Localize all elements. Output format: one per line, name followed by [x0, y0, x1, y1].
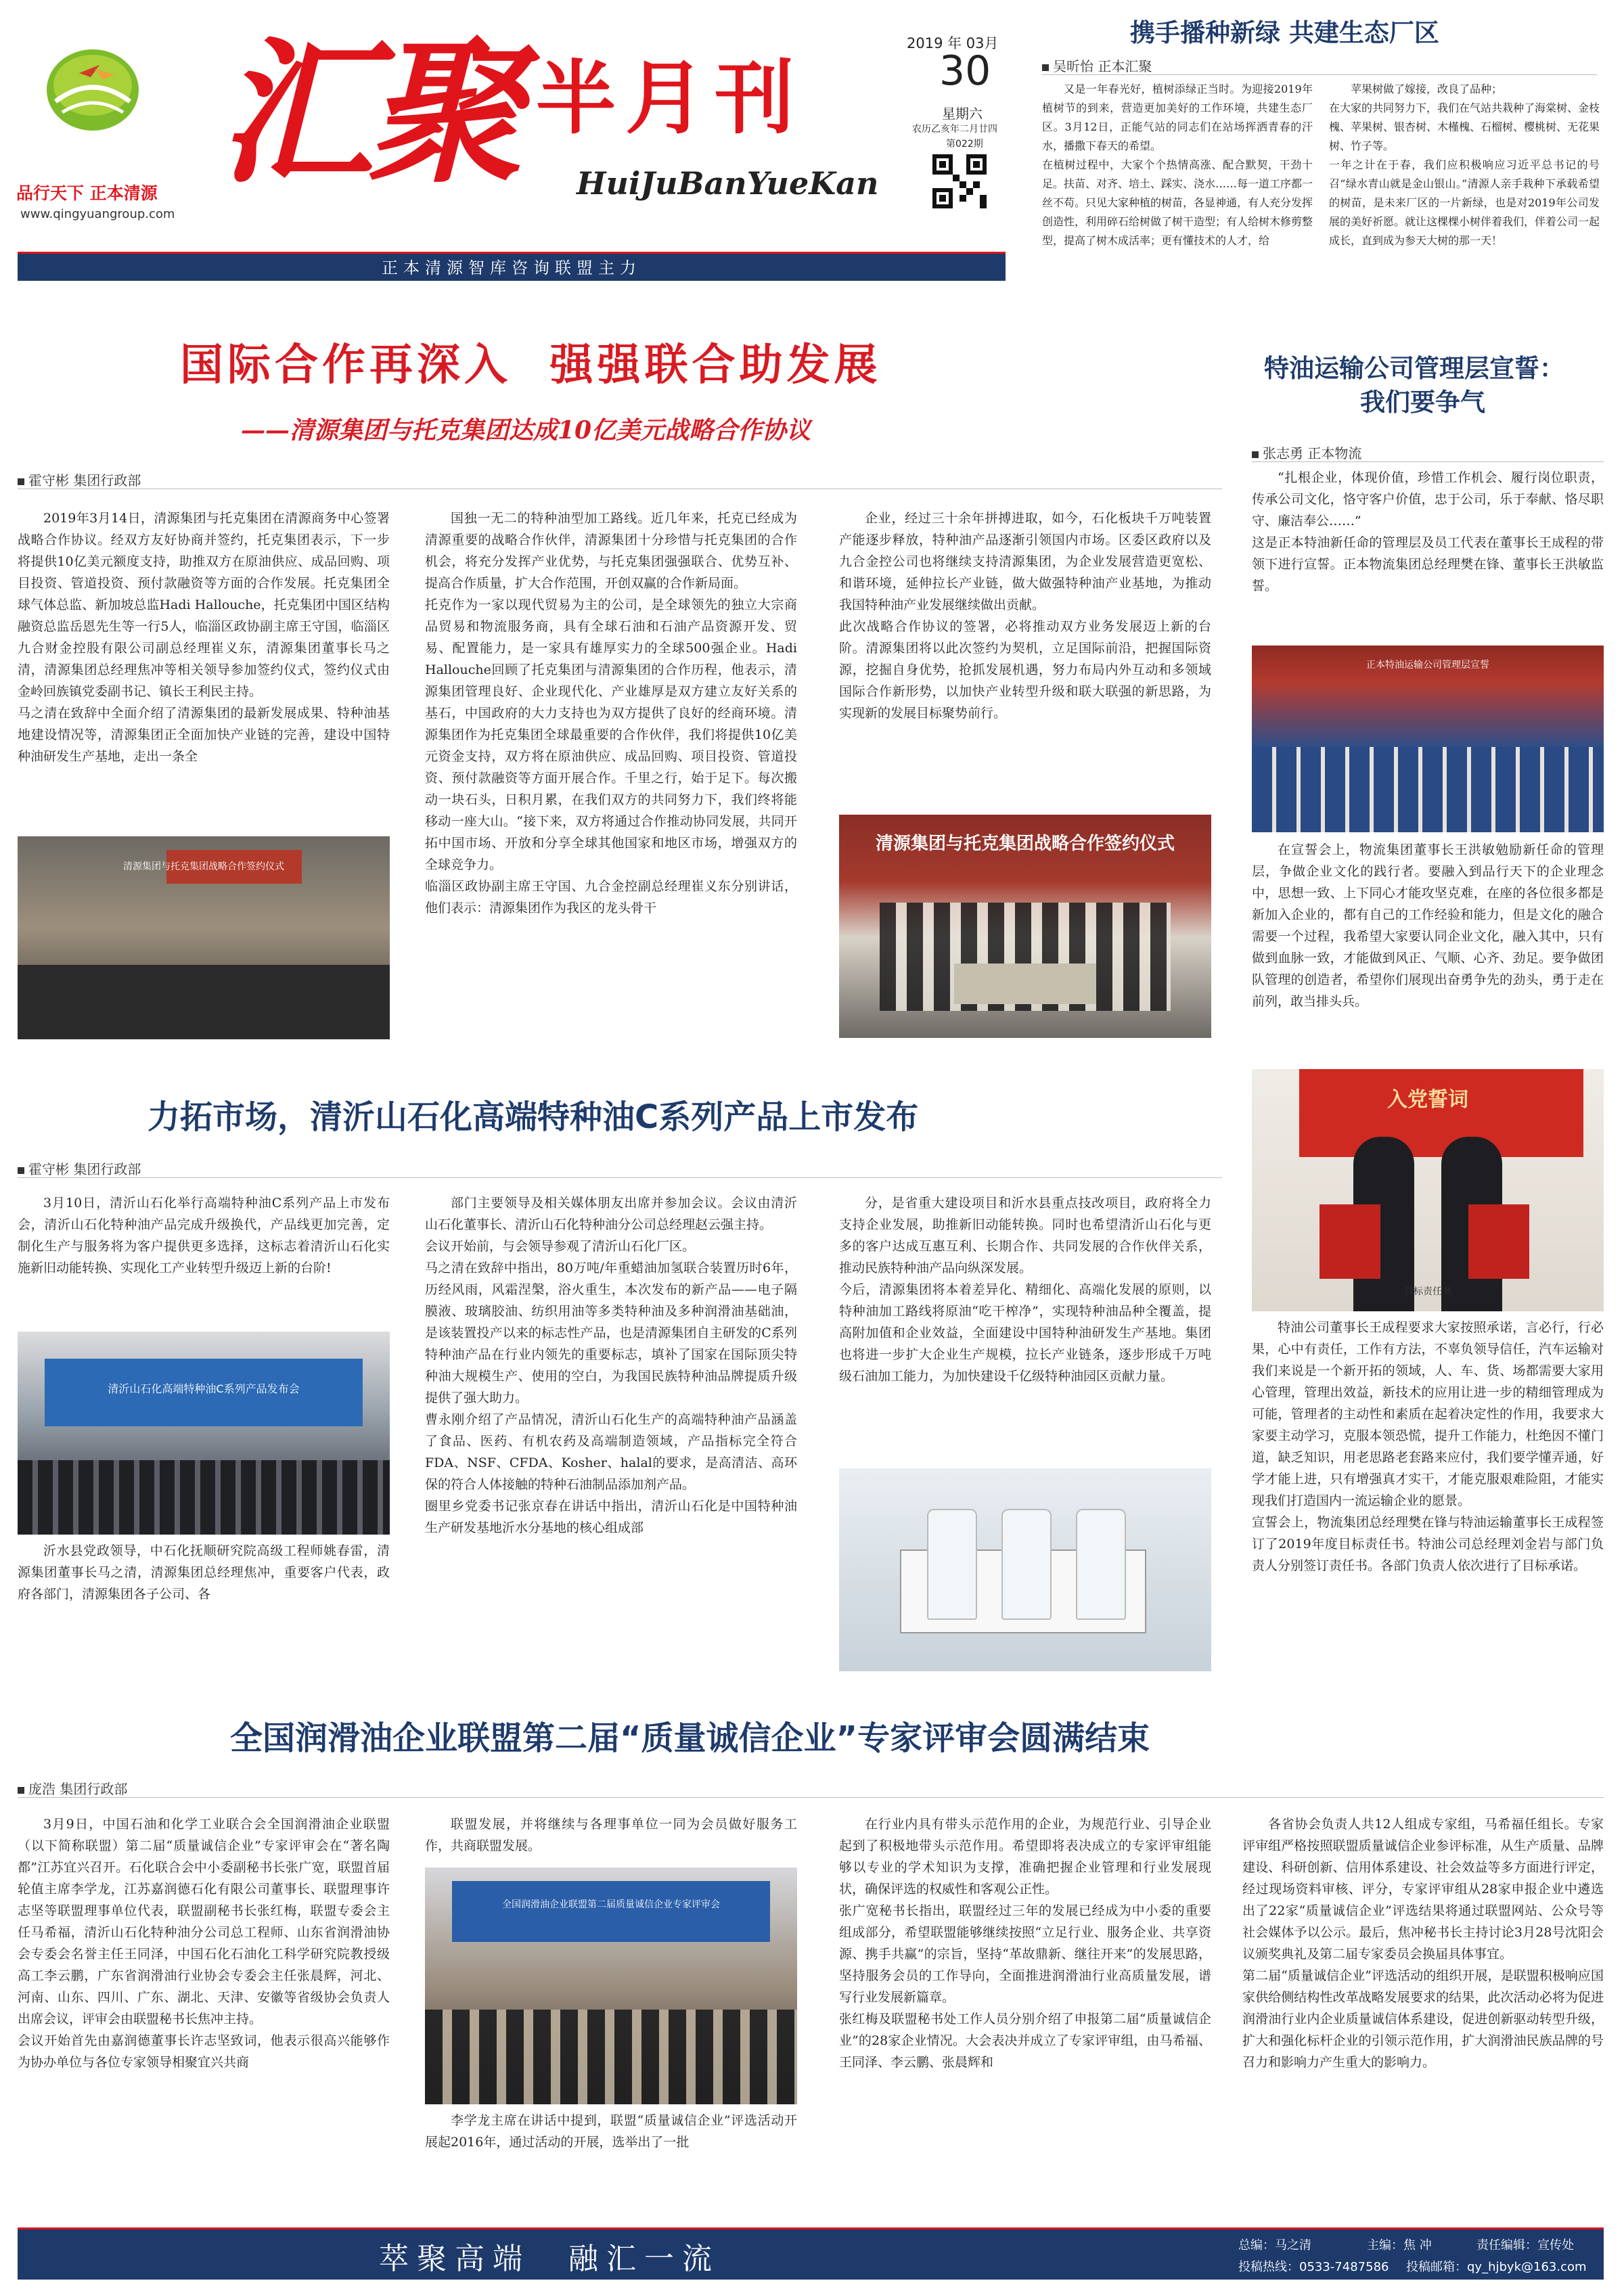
byline-text: 吴昕怡 正本汇聚: [1053, 58, 1152, 74]
right-article-title-2: 我们要争气: [1360, 388, 1485, 417]
weekday: 星期六: [942, 106, 983, 122]
footer-hotline: 投稿热线：0533-7487586: [1238, 2260, 1389, 2274]
main-article-photo-2: [839, 815, 1211, 1038]
slogan: 品行天下 正本清源: [16, 183, 158, 203]
photo-caption: 全国润滑油企业联盟第二届质量诚信企业专家评审会: [502, 1899, 720, 1910]
paragraph: 苹果树做了嫁接，改良了品种； 在大家的共同努力下，我们在气站共栽种了海棠树、金枝槐、苹果树、银杏树、木槿槐、石榴树、樱桃树、无花果树、竹子等。 一年之计在于春，我们应积极响应习近平总书记的号召“绿水青山就是金山银山。”清源人亲手栽种下承载希望的树苗，是未来厂区的一片新绿，也是对2019年公司发展的美好祈愿。就让这棵棵小树伴着我们，伴着公司一起成长，直到成为参天大树的那一天！: [1329, 83, 1600, 247]
photo-caption: 清源集团与托克集团战略合作签约仪式: [123, 861, 284, 872]
main-article-photo-1: [18, 836, 390, 1039]
bottom-article-col2b: [425, 2110, 797, 2218]
footer-email[interactable]: 投稿邮箱：qy_hjbyk@163.com: [1406, 2260, 1587, 2274]
paragraph: 部门主要领导及相关媒体朋友出席并参加会议。会议由清沂山石化董事长、清沂山石化特种油分公司总经理赵云强主持。 会议开始前，与会领导参观了清沂山石化厂区。 马之清在致辞中指出，80万吨/年重蜡油加氢联合装置历时6年，历经风雨，风霜涅槃，浴火重生，本次发布的新产品——电子隔膜液、玻璃胶油、纺织用油等多类特种油及多种润滑油基础油，是该装置投产以来的标志性产品，也是清源集团自主研发的C系列特种油产品在行业内领先的重要标志，填补了国家在国际顶尖特种油大规模生产、使用的空白，为我国民族特种油品牌提质升级提供了强大助力。 曹永刚介绍了产品情况，清沂山石化生产的高端特种油产品涵盖了食品、医药、有机农药及高端制造领域，产品指标完全符合FDA、NSF、CFDA、Kosher、halal的要求，是高清洁、高环保的符合人体接触的特种石油制品添加剂产品。 圈里乡党委书记张京春在讲话中指出，清沂山石化是中国特种油生产研发基地沂水分基地的核心组成部: [425, 1196, 797, 1535]
paragraph: 在宣誓会上，物流集团董事长王洪敏勉励新任命的管理层，争做企业文化的践行者。要融入到品行天下的企业理念中，思想一致、上下同心才能攻坚克难，在座的各位很多都是新加入企业的，都有自己的工作经验和能力，但是文化的融合需要一个过程，我希望大家要认同企业文化，融入其中，只有做到血脉一致，才能做到风正、气顺、心齐、劲足。要争做团队管理的创造者，希望你们展现出奋勇争先的劲头，勇于走在前列，敢当排头兵。: [1252, 842, 1604, 1009]
paragraph: 分，是省重大建设项目和沂水县重点技改项目，政府将全力支持企业发展，助推新旧动能转换。同时也希望清沂山石化与更多的客户达成互惠互利、长期合作、共同发展的合作伙伴关系，推动民族特种油产品向纵深发展。 今后，清源集团将本着差异化、精细化、高端化发展的原则，以特种油加工路线将原油“吃干榨净”，实现特种油品种全覆盖，提高附加值和企业效益，全面建设中国特种油研发生产基地。集团也将进一步扩大企业生产规模，拉长产业链条，逐步形成千万吨级石油加工能力，为加快建设千亿级特种油园区贡献力量。: [839, 1196, 1211, 1384]
bottom-article-col2: [425, 1813, 797, 1867]
right-article-photo-2: [1252, 1069, 1604, 1311]
product-article-photo-2: [839, 1468, 1211, 1671]
byline-text: 张志勇 正本物流: [1263, 445, 1362, 461]
main-article-col2: [425, 507, 797, 1042]
paragraph: 各省协会负责人共12人组成专家组，马希福任组长。专家评审组严格按照联盟质量诚信企业参评标准，从生产质量、品牌建设、科研创新、信用体系建设、社会效益等多方面进行评定，经过现场资料审核、评分，专家评审组从28家申报企业中遴选出了22家“质量诚信企业”评选结果将通过联盟网站、公众号等社会媒体予以公示。最后，焦冲秘书长主持讨论3月28号沈阳会议颁奖典礼及第二届专家委员会换届具体事宜。 第二届“质量诚信企业”评选活动的组织开展，是联盟积极响应国家供给侧结构性改革战略发展要求的结果，此次活动必将为促进润滑油行业内企业质量诚信体系建设，促进创新驱动转型升级，扩大和强化标杆企业的引领示范作用，扩大润滑油民族品牌的号召力和影响力产生重大的影响力。: [1242, 1817, 1604, 2070]
top-article-col2: [1329, 80, 1600, 317]
photo-banner-text: 入党誓词: [1387, 1088, 1468, 1112]
paragraph: 李学龙主席在讲话中提到，联盟“质量诚信企业”评选活动开展起2016年，通过活动的开展，选举出了一批: [425, 2113, 797, 2150]
product-article-col3: [839, 1192, 1211, 1463]
main-article-title: 国际合作再深入 强强联合助发展: [180, 340, 882, 390]
bottom-article-col1: [18, 1813, 390, 2206]
footer-slogan: 萃聚高端 融汇一流: [379, 2242, 720, 2276]
masthead-subtitle: 半月刊: [536, 51, 805, 145]
main-article-col1: [18, 507, 390, 825]
main-article-col3: [839, 507, 1211, 805]
paragraph: 国独一无二的特种油型加工路线。近几年来，托克已经成为清源重要的战略合作伙伴，清源集团十分珍惜与托克集团的合作机会，将充分发挥产业优势，与托克集团强强联合、优势互补、提高合作质量，扩大合作范围，开创双赢的合作新局面。 托克作为一家以现代贸易为主的公司，是全球领先的独立大宗商品贸易和物流服务商，具有全球石油和石油产品资源开发、贸易、配置能力，是一家具有雄厚实力的全球500强企业。Hadi Hallouche回顾了托克集团与清源集团的合作历程，他表示，清源集团管理良好、企业现代化、产业雄厚是双方建立友好关系的基石，中国政府的大力支持也为双方提供了良好的经商环境。清源集团作为托克集团全球最重要的合作伙伴，我们将提供10亿美元资金支持，双方将在原油供应、成品回购、项目投资、管道投资、预付款融资等方面开展合作。千里之行，始于足下。每次搬动一块石头，日积月累，在我们双方的共同努力下，我们终将能移动一座大山。“接下来，双方将通过合作推动协同发展，共同开拓中国市场、开放和分享全球其他国家和地区市场，增强双方的全球竞争力。 临淄区政协副主席王守国、九合金控副总经理崔义东分别讲话，他们表示：清源集团作为我区的龙头骨干: [425, 511, 797, 915]
logo: [42, 46, 143, 134]
bottom-article-col4: [1242, 1813, 1604, 2219]
product-article-col1b: [18, 1540, 390, 1675]
website[interactable]: www.qingyuangroup.com: [20, 207, 175, 221]
qr-code-icon: [932, 154, 987, 208]
right-article-title-1: 特油运输公司管理层宣誓：: [1264, 354, 1564, 383]
product-article-col2: [425, 1192, 797, 1675]
right-article-p1: [1252, 467, 1604, 636]
right-article-p2: [1252, 839, 1604, 1062]
paragraph: “扎根企业，体现价值，珍惜工作机会、履行岗位职责，传承公司文化，恪守客户价值，忠于公司，乐于奉献、恪尽职守、廉洁奉公……” 这是正本特油新任命的管理层及员工代表在董事长王成程的带领下进行宣誓。正本物流集团总经理樊在锋、董事长王洪敏监誓。: [1252, 470, 1604, 593]
paragraph: 3月10日，清沂山石化举行高端特种油C系列产品上市发布会，清沂山石化特种油产品完成升级换代，产品线更加完善，定制化生产与服务将为客户提供更多选择，这标志着清沂山石化实施新旧动能转换、实现化工产业转型升级迈上新的台阶!: [18, 1196, 390, 1275]
photo-banner-text: 清源集团与托克集团战略合作签约仪式: [875, 834, 1175, 854]
paragraph: 3月9日，中国石油和化学工业联合会全国润滑油企业联盟（以下简称联盟）第二届“质量诚信企业”专家评审会在“著名陶都”江苏宜兴召开。石化联合会中小委副秘书长张广宽，联盟首届轮值主席李学龙，江苏嘉润德石化有限公司董事长、联盟理事许志坚等联盟理事单位代表，联盟副秘书长张红梅，联盟专委会主任马希福，清沂山石化特种油分公司总工程师、山东省润滑油协会专委会名誉主任王同泽，中国石化石油化工科学研究院教授级高工李云鹏，广东省润滑油行业协会专委会主任张晨辉，河北、河南、山东、四川、广东、湖北、天津、安徽等省级协会负责人出席会议，评审会由联盟秘书长焦冲主持。 会议开始首先由嘉润德董事长许志坚致词，他表示很高兴能够作为协办单位与各位专家领导相聚宜兴共商: [18, 1817, 390, 2070]
masthead-title: 汇聚: [218, 22, 516, 204]
photo-caption: 清沂山石化高端特种油C系列产品发布会: [108, 1382, 300, 1395]
product-article-col1: [18, 1192, 390, 1328]
right-article-byline: [1252, 443, 1361, 462]
top-article-col1: [1042, 80, 1313, 317]
main-article-byline: [18, 470, 141, 489]
photo-sign-text: 目标责任书: [1404, 1286, 1451, 1297]
byline-text: 庞浩 集团行政部: [28, 1781, 128, 1797]
paragraph: 企业，经过三十余年拼搏进取，如今，石化板块千万吨装置产能逐步释放，特种油产品逐渐引领国内市场。区委区政府以及九合金控公司也将继续支持清源集团，为企业发展营造更宽松、和谐环境，延伸拉长产业链，做大做强特种油产业基地，为推动我国特种油产业发展继续做出贡献。 此次战略合作协议的签署，必将推动双方业务发展迈上新的台阶。清源集团将以此次签约为契机，立足国际前沿，把握国际资源，挖掘自身优势，抢抓发展机遇，努力布局内外互动和多领域国际合作新形势，以加快产业转型升级和联大联强的新思路，为实现新的发展目标聚势前行。: [839, 511, 1211, 721]
bottom-article-photo: [425, 1867, 797, 2104]
main-article-subtitle: ——清源集团与托克集团达成10亿美元战略合作协议: [241, 416, 811, 445]
photo-caption: 正本特油运输公司管理层宣誓: [1366, 660, 1489, 671]
top-article-byline: [1042, 55, 1152, 75]
footer-editor-chief: 总编：马之清: [1238, 2238, 1311, 2252]
issue-number: 第022期: [946, 139, 983, 150]
bottom-article-col3: [839, 1813, 1211, 2219]
date-year-month: 2019 年 03月: [907, 35, 999, 51]
paragraph: 联盟发展，并将继续与各理事单位一同为会员做好服务工作，共商联盟发展。: [425, 1817, 797, 1853]
paragraph: 在行业内具有带头示范作用的企业，为规范行业、引导企业起到了积极地带头示范作用。希望即将表决成立的专家评审组能够以专业的学术知识为支撑，准确把握企业管理和行业发展现状，确保评选的权威性和客观公正性。 张广宽秘书长指出，联盟经过三年的发展已经成为中小委的重要组成部分，希望联盟能够继续按照“立足行业、服务企业、共享资源、携手共赢”的宗旨，坚持“革故鼎新、继往开来”的发展思路，坚持服务会员的工作导向，全面推进润滑油行业高质量发展，谱写行业发展新篇章。 张红梅及联盟秘书处工作人员分别介绍了申报第二届“质量诚信企业”的28家企业情况。大会表决并成立了专家评审组，由马希福、王同泽、李云鹏、张晨辉和: [839, 1817, 1211, 2070]
product-article-photo-1: [18, 1332, 390, 1535]
paragraph: 特油公司董事长王成程要求大家按照承诺，言必行，行必果，心中有责任，工作有方法，不辜负领导信任，汽车运输对我们来说是一个新开拓的领域，人、车、货、场都需要大家用心管理，管理出效益，新技术的应用让进一步的精细管理成为可能，管理者的主动性和素质在起着决定性的作用，我要求大家要主动学习，克服本领恐慌，提升工作能力，杜绝因不懂门道，缺乏知识，用老思路老套路来应付，我们要学懂弄通，好学才能上进，只有增强真才实干，才能克服艰难险阻，才能实现我们打造国内一流运输企业的愿景。 宣誓会上，物流集团总经理樊在锋与特油运输董事长王成程签订了2019年度目标责任书。特油公司总经理刘金岩与部门负责人分别签订责任书。各部门负责人依次进行了目标承诺。: [1252, 1320, 1604, 1573]
bottom-article-title: 全国润滑油企业联盟第二届“质量诚信企业”专家评审会圆满结束: [230, 1719, 1150, 1757]
bottom-article-byline: [18, 1778, 127, 1798]
right-article-photo-1: [1252, 646, 1604, 832]
paragraph: 沂水县党政领导，中石化抚顺研究院高级工程师姚春雷，清源集团董事长马之清，清源集团总经理焦冲，重要客户代表，政府各部门，清源集团各子公司、各: [18, 1543, 390, 1602]
product-article-title: 力拓市场，清沂山石化高端特种油C系列产品上市发布: [148, 1098, 919, 1136]
product-article-byline: [18, 1158, 141, 1178]
byline-text: 霍守彬 集团行政部: [28, 472, 141, 489]
paragraph: 2019年3月14日，清源集团与托克集团在清源商务中心签署战略合作协议。经双方友好协商并签约，托克集团表示，下一步将提供10亿美元额度支持，助推双方在原油供应、成品回购、项目投资、管道投资、预付款融资等方面的合作发展。托克集团全球气体总监、新加坡总监Hadi Hallouche，托克集团中国区结构融资总监岳恩先生等一行5人，临淄区政协副主席王守国，临淄区九合财金控股有限公司副总经理崔义东，清源集团董事长马之清，清源集团总经理焦冲等相关领导参加签约仪式，签约仪式由金岭回族镇党委副书记、镇长王利民主持。 马之清在致辞中全面介绍了清源集团的最新发展成果、特种油基地建设情况等，清源集团正全面加快产业链的完善，建设中国特种油研发生产基地，走出一条全: [18, 511, 390, 764]
top-article-title: 携手播种新绿 共建生态厂区: [1130, 18, 1439, 47]
masthead-pinyin: HuiJuBanYueKan: [577, 165, 879, 202]
byline-text: 霍守彬 集团行政部: [28, 1161, 141, 1177]
right-article-p3: [1252, 1317, 1604, 1675]
date-day: 30: [939, 47, 991, 95]
footer-editor-resp: 责任编辑：宣传处: [1476, 2238, 1574, 2252]
footer-editor-main: 主编：焦 冲: [1367, 2238, 1432, 2252]
lunar-date: 农历乙亥年二月廿四: [912, 124, 997, 135]
swallow-logo-icon: [42, 46, 143, 134]
paragraph: 又是一年春光好，植树添绿正当时。为迎接2019年植树节的到来，营造更加美好的工作环境，共建生态厂区。3月12日，正能气站的同志们在站场挥洒青春的汗水，播撒下春天的希望。 在植树过程中，大家个个热情高涨、配合默契，干劲十足。扶苗、对齐、培土、踩实、浇水……每一道工序都一丝不苟。只见大家种植的树苗，各显神通，有人充分发挥创造性，利用碎石给树做了树干造型；有人给树木修剪整型，提高了树木成活率；更有懂技术的人才，给: [1042, 83, 1313, 247]
masthead-banner-text: 正本清源智库咨询联盟主力: [382, 258, 641, 277]
